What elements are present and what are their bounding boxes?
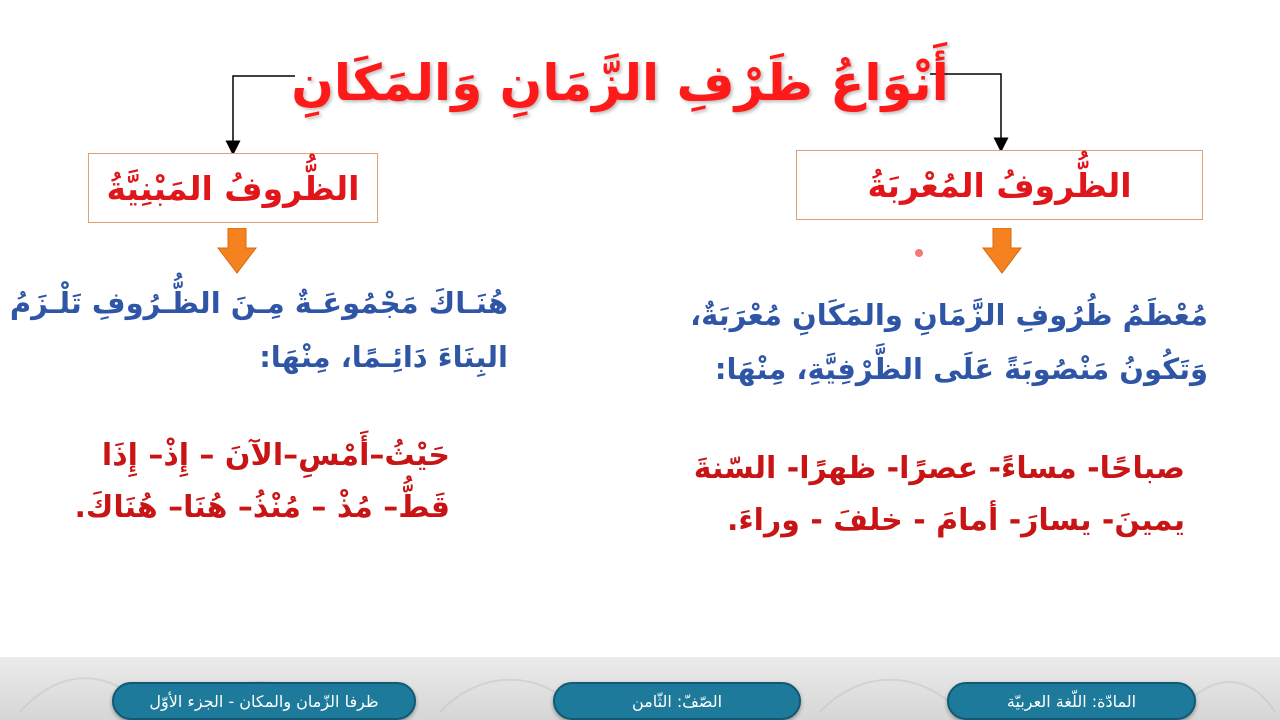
indeclinable-examples: [20, 430, 450, 534]
subject-pill: المادّة: اللّغة العربيّة: [947, 682, 1196, 720]
grade-pill: الصّفّ: الثّامن: [553, 682, 801, 720]
indeclinable-description: [9, 276, 508, 384]
lesson-pill: ظرفا الزّمان والمكان - الجزء الأوّل: [112, 682, 416, 720]
connector-left: [233, 76, 295, 148]
description-line: مُعْظَمُ ظُرُوفِ الزَّمَانِ والمَكَانِ مُعْرَبَةٌ،: [690, 298, 1208, 332]
category-indeclinable-box: [88, 153, 378, 223]
example-line: صباحًا- مساءً- عصرًا- ظهرًا- السّنةَ: [693, 451, 1185, 486]
category-declinable-box: [796, 150, 1203, 220]
description-line: البِنَاءَ دَائِـمًا، مِنْهَا:: [259, 340, 508, 374]
example-line: حَيْثُ–أَمْسِ–الآنَ – إِذْ– إِذَا: [101, 438, 450, 473]
declinable-description: [650, 288, 1208, 396]
decorative-dot: [915, 249, 923, 257]
example-line: يمينَ- يسارَ- أمامَ - خلفَ - وراءَ.: [726, 503, 1185, 538]
down-arrow-icon: [982, 228, 1022, 274]
description-line: وَتَكُونُ مَنْصُوبَةً عَلَى الظَّرْفِيَّةِ، مِنْهَا:: [714, 352, 1208, 386]
slide-title: أَنْوَاعُ ظَرْفِ الزَّمَانِ وَالمَكَانِ: [291, 54, 949, 112]
example-line: قَطُّ– مُذْ – مُنْذُ– هُنَا– هُنَاكَ.: [74, 490, 450, 525]
category-declinable-label: الظُّروفُ المُعْربَةُ: [867, 165, 1132, 205]
category-indeclinable-label: الظُّروفُ المَبْنِيَّةُ: [106, 168, 360, 208]
down-arrow-icon: [217, 228, 257, 274]
declinable-examples: [650, 443, 1185, 547]
description-line: هُنَـاكَ مَجْمُوعَـةٌ مِـنَ الظُّـرُوفِ تَلْـزَمُ: [9, 286, 508, 320]
